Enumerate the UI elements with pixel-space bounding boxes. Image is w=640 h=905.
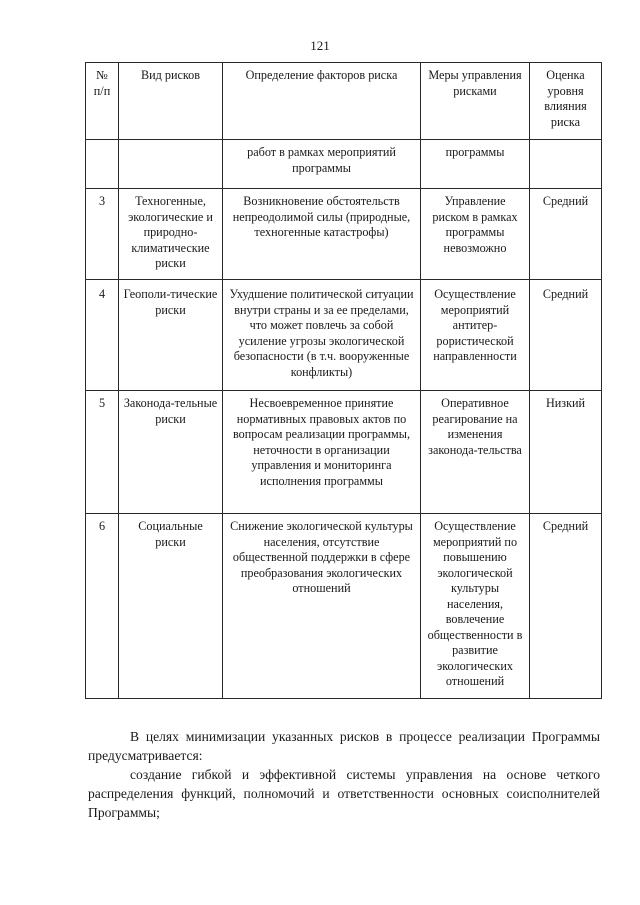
header-impact: Оценка уровня влияния риска [530,63,602,140]
cell-impact: Низкий [530,391,602,514]
cell-factors: Снижение экологической культуры населения, отсутствие общественной поддержки в сфере преобразования экологических отношений [223,514,421,699]
risk-table [85,62,602,699]
cell-impact: Средний [530,280,602,391]
cell-measures: Осуществление мероприятий антитер-рористической направленности [421,280,530,391]
cell-measures: программы [421,140,530,189]
cell-impact [530,140,602,189]
cell-risk-type: Геополи-тические риски [119,280,223,391]
body-paragraph-measure: создание гибкой и эффективной системы управления на основе четкого распределения функций, полномочий и ответственности основных соисполнителей Программы; [88,766,600,820]
header-factors: Определение факторов риска [223,63,421,140]
cell-factors: Ухудшение политической ситуации внутри страны и за ее пределами, что может повлечь за собой усиление угрозы экологической безопасности (в т.ч. вооруженные конфликты) [223,280,421,391]
header-risk-type: Вид рисков [119,63,223,140]
cell-factors: Несвоевременное принятие нормативных правовых актов по вопросам реализации программы, неточности в организации управления и мониторинга исполнения программы [223,391,421,514]
table-row [86,391,602,514]
table-row [86,514,602,699]
page-number: 121 [310,38,330,53]
cell-risk-type: Социальные риски [119,514,223,699]
body-paragraph-intro: В целях минимизации указанных рисков в процессе реализации Программы предусматривается: [88,728,600,763]
cell-num: 3 [86,189,119,280]
cell-impact: Средний [530,189,602,280]
cell-impact: Средний [530,514,602,699]
header-num: № п/п [86,63,119,140]
cell-measures: Управление риском в рамках программы невозможно [421,189,530,280]
cell-factors: работ в рамках мероприятий программы [223,140,421,189]
cell-measures: Оперативное реагирование на изменения законода-тельства [421,391,530,514]
header-measures: Меры управления рисками [421,63,530,140]
cell-risk-type: Техногенные, экологические и природно-климатические риски [119,189,223,280]
table-row [86,280,602,391]
cell-num: 6 [86,514,119,699]
table-row [86,189,602,280]
cell-num: 5 [86,391,119,514]
cell-num [86,140,119,189]
cell-num: 4 [86,280,119,391]
cell-measures: Осуществление мероприятий по повышению экологической культуры населения, вовлечение общественности в развитие экологических отношений [421,514,530,699]
table-row-continuation [86,140,602,189]
table-header-row [86,63,602,140]
cell-risk-type [119,140,223,189]
cell-factors: Возникновение обстоятельств непреодолимой силы (природные, техногенные катастрофы) [223,189,421,280]
cell-risk-type: Законода-тельные риски [119,391,223,514]
